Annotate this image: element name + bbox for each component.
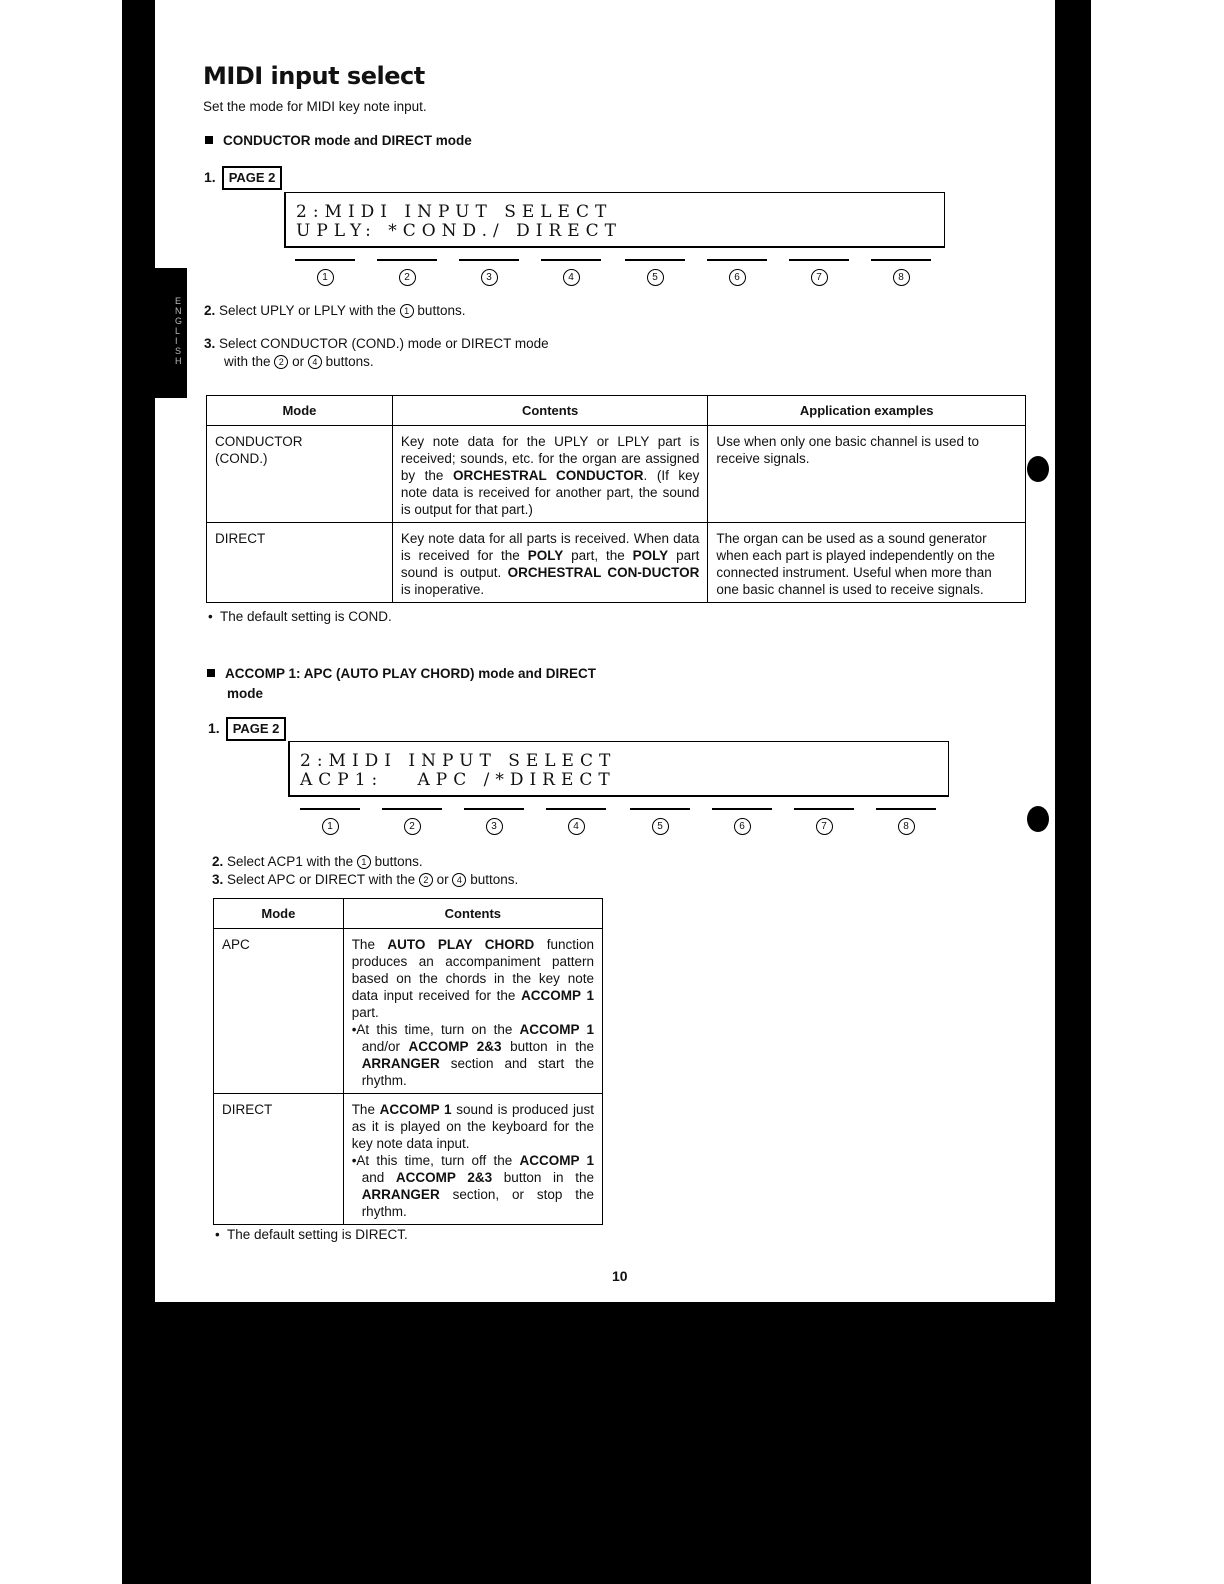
lcd-button-8[interactable]: 8	[867, 259, 935, 286]
lcd-line2: UPLY: *COND./ DIRECT	[296, 221, 623, 241]
button-4-icon: 4	[452, 873, 466, 887]
application-cell: Use when only one basic channel is used to receive signals.	[708, 426, 1026, 523]
table-header-row	[214, 899, 603, 929]
lcd-line1: 2:MIDI INPUT SELECT	[296, 202, 613, 222]
header-contents: Contents	[392, 396, 708, 426]
lcd-button-7[interactable]: 7	[785, 259, 853, 286]
lcd-button-7[interactable]: 7	[790, 808, 858, 835]
button-1-icon: 1	[400, 304, 414, 318]
lcd-line1: 2:MIDI INPUT SELECT	[300, 751, 617, 771]
contents-cell: Key note data for all parts is received. When data is received for the POLY part, the POLY part sound is output. ORCHESTRAL CON-DUCTOR is inoperative.	[392, 523, 708, 603]
mode-cell: CONDUCTOR (COND.)	[207, 426, 393, 523]
application-cell: The organ can be used as a sound generator when each part is played independently on the connected instrument. Useful when more than one basic channel is used to receive signals.	[708, 523, 1026, 603]
lcd-button-1[interactable]: 1	[291, 259, 359, 286]
section1-step3: 3. Select CONDUCTOR (COND.) mode or DIRECT mode with the 2 or 4 buttons.	[204, 336, 549, 369]
scan-border-bottom	[122, 1302, 1091, 1584]
section1-title: CONDUCTOR mode and DIRECT mode	[205, 132, 472, 150]
mode-table-2	[213, 898, 603, 1225]
section1-step1: 1. PAGE 2	[204, 166, 282, 190]
page2-button[interactable]: PAGE 2	[222, 166, 283, 190]
section2-steps: 2. Select ACP1 with the 1 buttons. 3. Select APC or DIRECT with the 2 or 4 buttons.	[212, 854, 519, 887]
header-mode: Mode	[207, 396, 393, 426]
intro-text: Set the mode for MIDI key note input.	[203, 99, 427, 114]
lcd-button-3[interactable]: 3	[455, 259, 523, 286]
header-contents: Contents	[343, 899, 602, 929]
section1-step2: 2. Select UPLY or LPLY with the 1 buttons.	[204, 303, 466, 318]
table-row	[207, 426, 1026, 523]
header-application: Application examples	[708, 396, 1026, 426]
lcd-button-2[interactable]: 2	[378, 808, 446, 835]
mode-cell: APC	[214, 929, 344, 1094]
bullet-square-icon	[205, 136, 213, 144]
lcd-button-4[interactable]: 4	[537, 259, 605, 286]
lcd-button-2[interactable]: 2	[373, 259, 441, 286]
mode-cell: DIRECT	[214, 1094, 344, 1225]
page-title: MIDI input select	[203, 62, 425, 90]
lcd-button-1[interactable]: 1	[296, 808, 364, 835]
table-row	[214, 929, 603, 1094]
lcd-button-5[interactable]: 5	[621, 259, 689, 286]
default-note-1: • The default setting is COND.	[208, 609, 392, 624]
button-1-icon: 1	[357, 855, 371, 869]
contents-cell: The ACCOMP 1 sound is produced just as it is played on the keyboard for the key note data input. •At this time, turn off the ACCOMP 1 and ACCOMP 2&3 button in the ARRANGER section, or stop the rhythm.	[343, 1094, 602, 1225]
default-note-2: • The default setting is DIRECT.	[215, 1227, 408, 1242]
table-row	[207, 523, 1026, 603]
button-2-icon: 2	[274, 355, 288, 369]
section2-step1: 1. PAGE 2	[208, 717, 286, 741]
mode-table-1	[206, 395, 1026, 603]
table-header-row	[207, 396, 1026, 426]
page2-button[interactable]: PAGE 2	[226, 717, 287, 741]
header-mode: Mode	[214, 899, 344, 929]
lcd-button-6[interactable]: 6	[703, 259, 771, 286]
lcd-button-5[interactable]: 5	[626, 808, 694, 835]
bullet-square-icon	[207, 669, 215, 677]
contents-cell: Key note data for the UPLY or LPLY part is received; sounds, etc. for the organ are assigned by the ORCHESTRAL CONDUCTOR. (If key note data is received for another part, the sound is output for that part.)	[392, 426, 708, 523]
table-row	[214, 1094, 603, 1225]
button-2-icon: 2	[419, 873, 433, 887]
lcd-display-2	[288, 741, 949, 797]
lcd-button-3[interactable]: 3	[460, 808, 528, 835]
contents-cell: The AUTO PLAY CHORD function produces an accompaniment pattern based on the chords in the key note data input received for the ACCOMP 1 part. •At this time, turn on the ACCOMP 1 and/or ACCOMP 2&3 button in the ARRANGER section and start the rhythm.	[343, 929, 602, 1094]
mode-cell: DIRECT	[207, 523, 393, 603]
language-side-tab: ENGLISH	[155, 268, 187, 398]
lcd-button-6[interactable]: 6	[708, 808, 776, 835]
section2-title: ACCOMP 1: APC (AUTO PLAY CHORD) mode and DIRECT mode	[207, 664, 596, 704]
lcd-button-8[interactable]: 8	[872, 808, 940, 835]
button-4-icon: 4	[308, 355, 322, 369]
lcd-line2: ACP1: APC /*DIRECT	[300, 770, 616, 790]
binder-hole-mark	[1027, 456, 1049, 482]
lcd-display-1	[284, 192, 945, 248]
page-number: 10	[612, 1268, 628, 1284]
lcd-button-4[interactable]: 4	[542, 808, 610, 835]
binder-hole-mark	[1027, 806, 1049, 832]
